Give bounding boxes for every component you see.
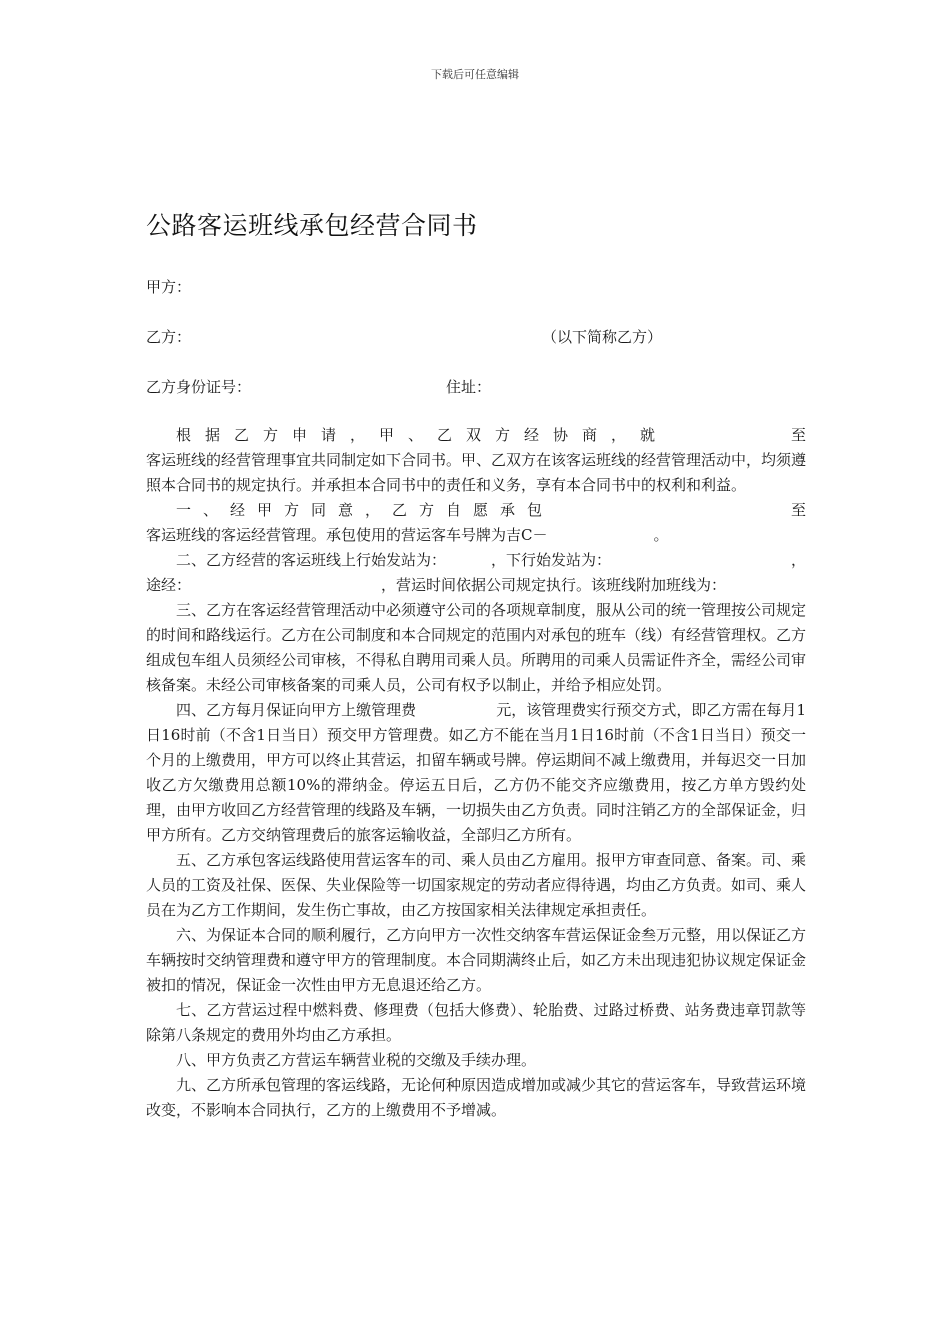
clause1-rest-b: 。 — [653, 526, 669, 544]
clause1-start: 一、经甲方同意，乙方自愿承包 — [176, 501, 555, 519]
clause1-rest-a: 客运班线的客运经营管理。承包使用的营运客车号牌为吉C－ — [146, 526, 548, 544]
contract-body — [146, 423, 806, 1123]
clause4-a: 四、乙方每月保证向甲方上缴管理费 — [176, 701, 417, 719]
party-b-alias: （以下简称乙方） — [542, 328, 663, 346]
preamble-rest: 客运班线的经营管理事宜共同制定如下合同书。甲、乙双方在该客运班线的经营管理活动中，均须遵照本合同书的规定执行。并承担本合同书中的责任和义务，享有本合同书中的权利和利益。 — [146, 451, 807, 494]
page-title: 公路客运班线承包经营合同书 — [146, 211, 478, 240]
clause4-b: 元，该管理费实行预交方式，即乙方需在每月1日16时前（不含1日当日）预交甲方管理费。如乙方不能在当月1日16时前（不含1日当日）预交一个月的上缴费用，甲方可以终止其营运，扣留车辆或号牌。停运期间不减上缴费用，并每迟交一日加收乙方欠缴费用总额10%的滞纳金。停运五日后，乙方仍不能交齐应缴费用，按乙方单方毁约处理，由甲方收回乙方经营管理的线路及车辆，一切损失由乙方负责。同时注销乙方的全部保证金，归甲方所有。乙方交纳管理费后的旅客运输收益，全部归乙方所有。 — [146, 701, 807, 844]
party-a-label: 甲方： — [146, 278, 192, 296]
clause-5: 五、乙方承包客运线路使用营运客车的司、乘人员由乙方雇用。报甲方审查同意、备案。司、乘人员的工资及社保、医保、失业保险等一切国家规定的劳动者应得待遇，均由乙方负责。如司、乘人员在为乙方工作期间，发生伤亡事故，由乙方按国家相关法律规定承担责任。 — [146, 851, 807, 919]
clause-8: 八、甲方负责乙方营运车辆营业税的交缴及手续办理。 — [176, 1051, 537, 1069]
clause2-first-line — [146, 548, 806, 573]
preamble-start: 根据乙方申请，甲、乙双方经协商，就 — [176, 426, 670, 444]
clause2-d: 途经： — [146, 576, 192, 594]
clause1-rest — [146, 523, 806, 548]
clause2-second-line — [146, 573, 806, 598]
clause2-c: ， — [790, 551, 806, 569]
address-label: 住址： — [446, 378, 492, 396]
clause-6: 六、为保证本合同的顺利履行，乙方向甲方一次性交纳客车营运保证金叁万元整，用以保证乙方车辆按时交纳管理费和遵守甲方的管理制度。本合同期满终止后，如乙方未出现违犯协议规定保证金被扣的情况，保证金一次性由甲方无息退还给乙方。 — [146, 926, 807, 994]
clause-3: 三、乙方在客运经营管理活动中必须遵守公司的各项规章制度，服从公司的统一管理按公司规定的时间和路线运行。乙方在公司制度和本合同规定的范围内对承包的班车（线）有经营管理权。乙方组成包车组人员须经公司审核，不得私自聘用司乘人员。所聘用的司乘人员需证件齐全，需经公司审核备案。未经公司审核备案的司乘人员，公司有权予以制止，并给予相应处罚。 — [146, 601, 807, 694]
party-b-id-label: 乙方身份证号： — [146, 378, 252, 396]
clause2-e: ，营运时间依据公司规定执行。该班线附加班线为： — [381, 576, 727, 594]
preamble-first-line — [146, 423, 806, 448]
clause-7: 七、乙方营运过程中燃料费、修理费（包括大修费）、轮胎费、过路过桥费、站务费违章罚款等除第八条规定的费用外均由乙方承担。 — [146, 1001, 806, 1044]
party-b-label: 乙方： — [146, 328, 192, 346]
clause2-b: ，下行始发站为： — [491, 551, 612, 569]
clause-4 — [146, 698, 806, 848]
header-note: 下载后可任意编辑 — [431, 68, 519, 81]
clause-9: 九、乙方所承包管理的客运线路，无论何种原因造成增加或减少其它的营运客车，导致营运环境改变，不影响本合同执行，乙方的上缴费用不予增减。 — [146, 1076, 807, 1119]
clause1-to: 至 — [790, 501, 806, 519]
clause1-first-line — [146, 498, 806, 523]
clause2-a: 二、乙方经营的客运班线上行始发站为： — [176, 551, 447, 569]
preamble-to: 至 — [790, 426, 806, 444]
